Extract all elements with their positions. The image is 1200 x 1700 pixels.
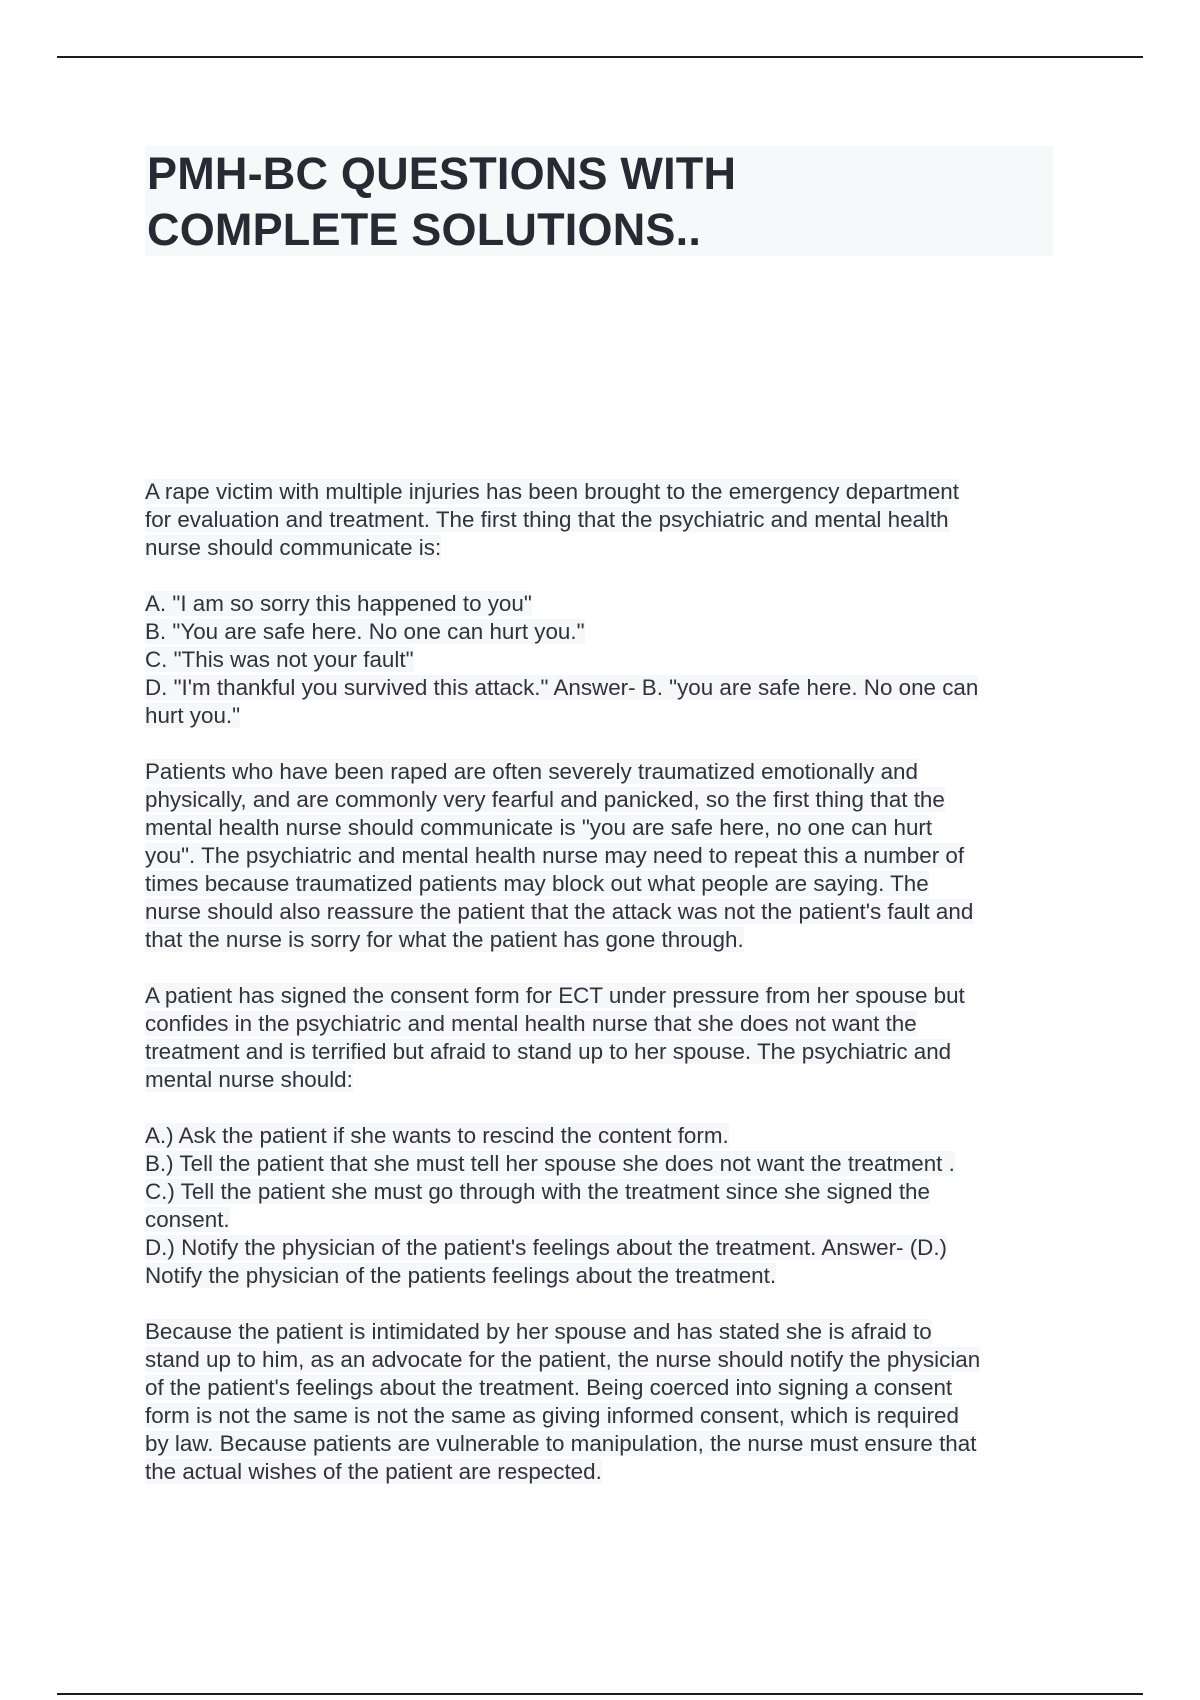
text-line: that the nurse is sorry for what the patient has gone through. (145, 927, 744, 952)
question-2-options (145, 1122, 1065, 1290)
text-line: of the patient's feelings about the treatment. Being coerced into signing a consent (145, 1375, 953, 1400)
text-line: by law. Because patients are vulnerable to manipulation, the nurse must ensure that (145, 1431, 977, 1456)
text-line: nurse should also reassure the patient that the attack was not the patient's fault and (145, 899, 974, 924)
question-2-explanation (145, 1318, 1065, 1486)
option-line: A. "I am so sorry this happened to you" (145, 591, 532, 616)
text-line: mental nurse should: (145, 1067, 353, 1092)
option-line: B.) Tell the patient that she must tell her spouse she does not want the treatment . (145, 1151, 955, 1176)
question-1-explanation (145, 758, 1065, 954)
text-line: A patient has signed the consent form for ECT under pressure from her spouse but (145, 983, 965, 1008)
option-line: A.) Ask the patient if she wants to rescind the content form. (145, 1123, 729, 1148)
text-line: A rape victim with multiple injuries has been brought to the emergency department (145, 479, 959, 504)
text-line: nurse should communicate is: (145, 535, 442, 560)
question-2 (145, 982, 1065, 1486)
option-line: C. "This was not your fault" (145, 647, 414, 672)
title-block (145, 146, 1053, 256)
text-line: confides in the psychiatric and mental health nurse that she does not want the (145, 1011, 917, 1036)
text-line: Patients who have been raped are often severely traumatized emotionally and (145, 759, 918, 784)
option-line: consent. (145, 1207, 230, 1232)
question-1-options (145, 590, 1065, 730)
text-line: you". The psychiatric and mental health nurse may need to repeat this a number of (145, 843, 965, 868)
text-line: times because traumatized patients may block out what people are saying. The (145, 871, 929, 896)
title-line: PMH-BC QUESTIONS WITH (147, 148, 737, 199)
text-line: stand up to him, as an advocate for the patient, the nurse should notify the physician (145, 1347, 981, 1372)
question-1-stem (145, 478, 1065, 562)
question-2-stem (145, 982, 1065, 1094)
option-line: B. "You are safe here. No one can hurt you." (145, 619, 585, 644)
option-line: C.) Tell the patient she must go through with the treatment since she signed the (145, 1179, 930, 1204)
option-line: D.) Notify the physician of the patient's feelings about the treatment. Answer- (D.) (145, 1235, 948, 1260)
question-1 (145, 478, 1065, 954)
option-line: hurt you." (145, 703, 241, 728)
text-line: treatment and is terrified but afraid to stand up to her spouse. The psychiatric and (145, 1039, 952, 1064)
bottom-rule (57, 1693, 1143, 1695)
document-title (145, 146, 1053, 258)
text-line: Because the patient is intimidated by her spouse and has stated she is afraid to (145, 1319, 932, 1344)
text-line: for evaluation and treatment. The first thing that the psychiatric and mental health (145, 507, 949, 532)
text-line: mental health nurse should communicate is "you are safe here, no one can hurt (145, 815, 933, 840)
title-line: COMPLETE SOLUTIONS.. (147, 204, 702, 255)
text-line: physically, and are commonly very fearful and panicked, so the first thing that the (145, 787, 945, 812)
option-line: D. "I'm thankful you survived this attack." Answer- B. "you are safe here. No one can (145, 675, 979, 700)
document-body (145, 478, 1065, 1486)
top-rule (57, 56, 1143, 58)
text-line: the actual wishes of the patient are respected. (145, 1459, 602, 1484)
text-line: form is not the same is not the same as giving informed consent, which is required (145, 1403, 959, 1428)
option-line: Notify the physician of the patients feelings about the treatment. (145, 1263, 777, 1288)
